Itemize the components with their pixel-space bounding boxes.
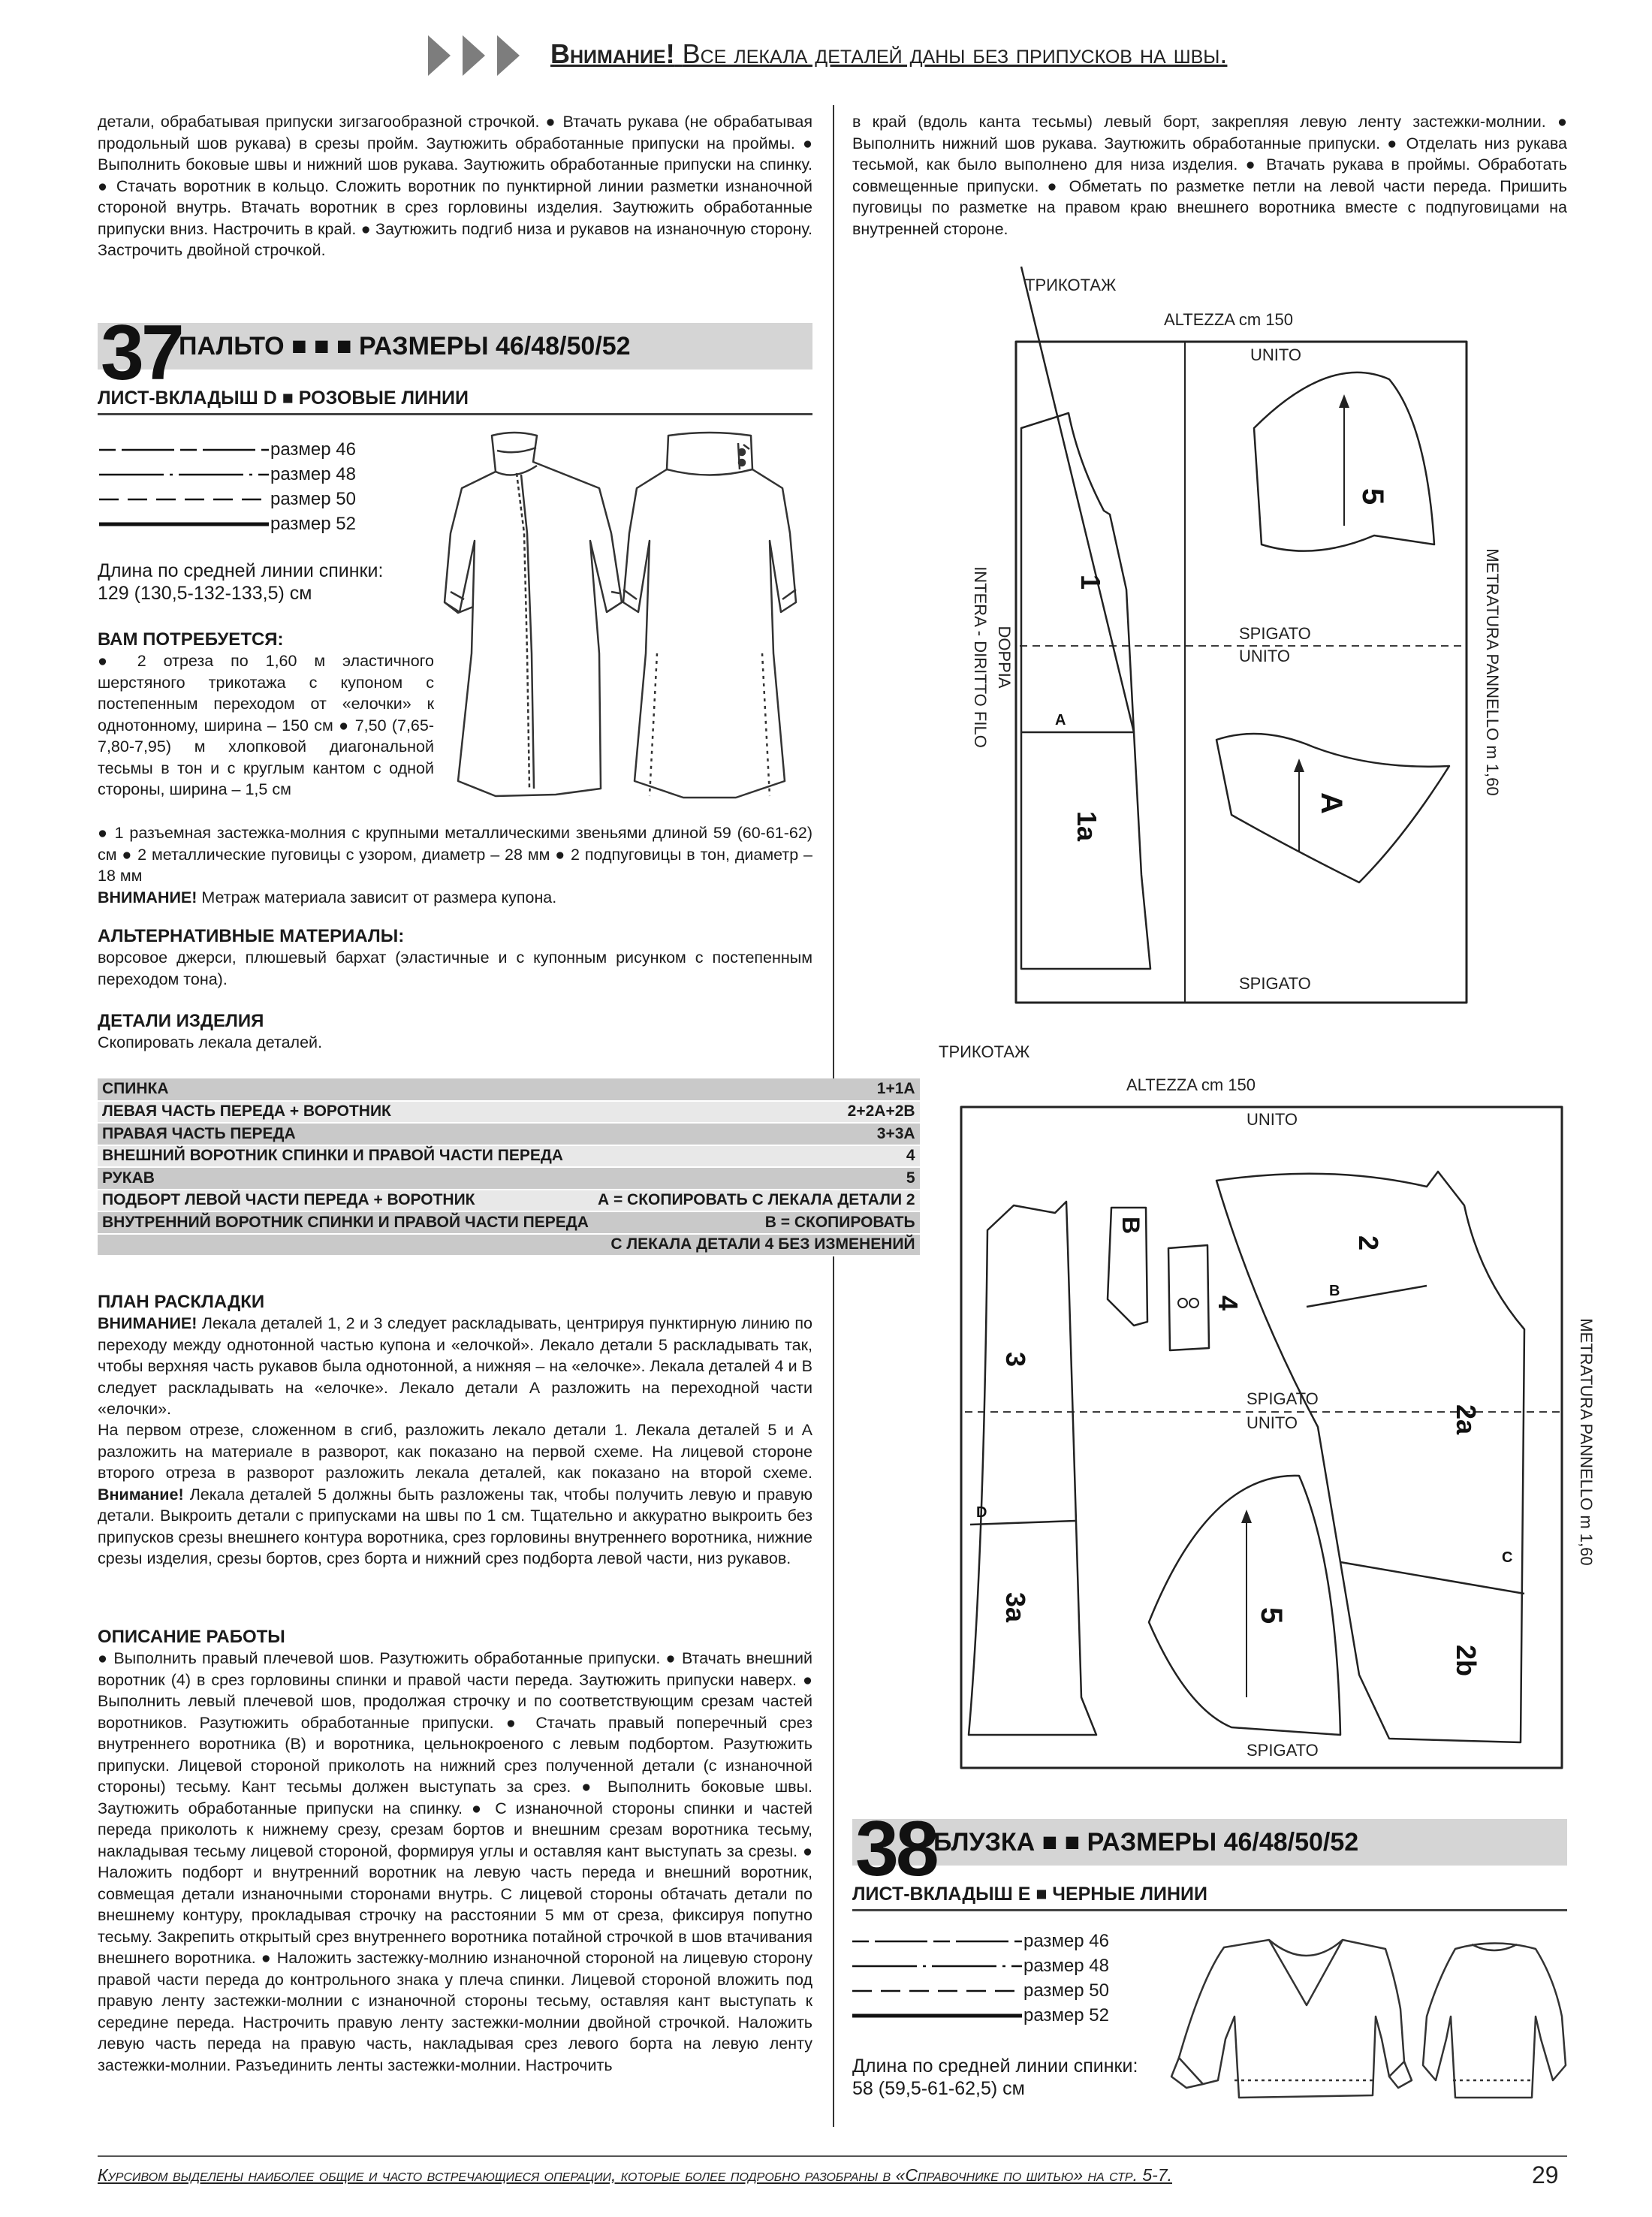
l2-p2a: 2a [1451, 1404, 1482, 1435]
model37-need-p1: ● 2 отреза по 1,60 м эластичного шерстяного трикотажа с купоном с постепенным переходом от «елочки» к однотонному, ширина – 150 см ● 7,50 (7,65-7,80-7,95) м хлопковой диагональной тесьмы в тон и с круглым кантом с одной стороны, ширина – 1,5 см [98, 652, 434, 798]
model38-length [852, 2055, 1138, 2100]
model37-work-head: ОПИСАНИЕ РАБОТЫ [98, 1627, 285, 1647]
table-cell-val: В = СКОПИРОВАТЬ [593, 1211, 920, 1234]
table-row [98, 1190, 920, 1212]
model38-titlebar [852, 1805, 1567, 1893]
l2-side: METRATURA PANNELLO m 1,60 [1577, 1318, 1596, 1566]
model37-plan-p2 [98, 1419, 812, 1570]
model37-details-text: Скопировать лекала деталей. [98, 1033, 323, 1051]
l1-width: ALTEZZA cm 150 [1164, 310, 1293, 329]
table-cell-name: ВНУТРЕННИЙ ВОРОТНИК СПИНКИ И ПРАВОЙ ЧАСТИ ПЕРЕДА [98, 1211, 593, 1234]
model37-work-text: ● Выполнить правый плечевой шов. Разутюжить обработанные припуски. ● Втачать внешний воротник (4) в срез горловины спинки и правой части переда. Заутюжить припуски наверх. ● Выполнить левый плечевой шов, продолжая строчку и по соответствующим срезам частей воротников. Разутюжить обработанные припуски. ● Стачать правый поперечный срез внутреннего воротника (В) и воротника, цельнокроеного с левым подбортом. Разутюжить припуски. Лицевой стороной приколоть на нижний срез полученной детали (с изнаночной стороны) тесьму. Кант тесьмы должен выступать за срез. ● Выполнить боковые швы. Заутюжить обработанные припуски на спинку. ● С изнаночной стороны спинки и частей переда приколоть к нижнему срезу, срезам бортов и внешним срезам воротника тесьму, накладывая тесьму лицевой стороной, формируя углы и оставляя кант выступать за срезы. ● Наложить подборт и внутренний воротник на левую часть переда и внешний воротник, совмещая детали изнаночными сторонами внутрь. С лицевой стороны обтачать детали по внешнему контуру, прокладывая строчку на расстоянии 5 мм от среза, фиксируя попутно тесьму. Закрепить открытый срез внутреннего воротника потайной строчкой в шов втачивания внешнего воротника. ● Наложить застежку-молнию изнаночной стороной на лицевую сторону правой части переда до контрольного знака у плеча спинки. Лицевой стороной вложить под правую ленту застежки-молнии с изнаночной стороны тесьму, оставляя кант выступать к середине переда. Настрочить правую ленту застежки-молнии двойной строчкой. Наложить левую часть переда на правую часть, накладывая срез левого борта на левую ленту застежки-молнии. Разъединить ленты застежки-молнии. Настрочить [98, 1649, 812, 2074]
l2-spigato-mid: SPIGATO [1247, 1389, 1319, 1408]
table-cell-val: 4 [593, 1145, 920, 1168]
coat-illustration [443, 428, 815, 819]
l1-fold1: DOPPIA [995, 626, 1014, 689]
footer-text: Курсивом выделены наиболее общие и часто встречающиеся операции, которые более подробно разобраны в «Справочнике по шитью» на стр. 5-7. [98, 2165, 1172, 2185]
page-number: 29 [1532, 2161, 1559, 2188]
table-cell-val: 1+1А [593, 1078, 920, 1101]
table-cell-name: ЛЕВАЯ ЧАСТЬ ПЕРЕДА + ВОРОТНИК [98, 1101, 593, 1124]
model37-plan-p1 [98, 1313, 812, 1420]
model38-sheet: ЛИСТ-ВКЛАДЫШ Е ■ ЧЕРНЫЕ ЛИНИИ [852, 1884, 1207, 1905]
size-46: размер 46 [270, 439, 356, 460]
model38-size-legend [852, 1929, 1109, 2028]
l2-unito-mid: UNITO [1247, 1413, 1298, 1432]
plan-warn2-label: Внимание! [98, 1485, 184, 1504]
l1-piece-1 [1021, 413, 1150, 969]
header-notice [550, 34, 1227, 74]
blouse-illustration [1156, 1926, 1569, 2107]
l1-p1: 1 [1075, 575, 1106, 590]
need-warn-text: Метраж материала зависит от размера купона. [197, 888, 557, 906]
model37-plan-head: ПЛАН РАСКЛАДКИ [98, 1292, 265, 1312]
model37-details-table [98, 1078, 920, 1256]
plan-p2b-text: Лекала деталей 5 должны быть разложены так, чтобы получить левую и правую детали. Выкроить детали с припусками на швы по 1 см. Тщательно и аккуратно выкроить без припусков срезы внешнего контура воротника, срез горловины внутреннего воротника, нижние срезы изделия, срезы бортов, срез борта и нижний срез подборта левой части, низ рукавов. [98, 1485, 812, 1567]
l2-spigato-bot: SPIGATO [1247, 1741, 1319, 1760]
l2-p3: 3 [1000, 1352, 1031, 1368]
table-cell-name: СПИНКА [98, 1078, 593, 1101]
table-cell-val: 5 [593, 1167, 920, 1190]
table-row [98, 1145, 920, 1168]
l2-width: ALTEZZA cm 150 [1126, 1075, 1256, 1094]
table-cell-val: С ЛЕКАЛА ДЕТАЛИ 4 БЕЗ ИЗМЕНЕНИЙ [593, 1234, 920, 1256]
l1-fold2: INTERA - DIRITTO FILO [971, 566, 990, 748]
model37-titlebar [98, 309, 812, 397]
l1-unito-mid: UNITO [1239, 647, 1291, 665]
size-52: размер 52 [270, 514, 356, 534]
l1-spigato-mid: SPIGATO [1239, 624, 1311, 643]
model37-size-legend [99, 437, 356, 536]
l2-p4: 4 [1213, 1296, 1244, 1311]
l1-frame [1016, 342, 1467, 1003]
model37-details-head: ДЕТАЛИ ИЗДЕЛИЯ [98, 1011, 264, 1031]
header-attention: Внимание! [550, 38, 675, 69]
model38-length-label: Длина по средней линии спинки: [852, 2056, 1138, 2077]
model37-alt-text: ворсовое джерси, плюшевый бархат (эластичные и с купонным рисунком с постепенным переходом тона). [98, 949, 812, 988]
table-cell-val: А = СКОПИРОВАТЬ С ЛЕКАЛА ДЕТАЛИ 2 [593, 1190, 920, 1212]
l1-pA: A [1315, 792, 1348, 814]
l2-mB: B [1329, 1283, 1340, 1299]
l2-mD: D [976, 1504, 987, 1521]
table-cell-name [98, 1234, 593, 1256]
l1-fabric: ТРИКОТАЖ [1025, 276, 1117, 294]
table-row [98, 1167, 920, 1190]
top-right-text: в край (вдоль канта тесьмы) левый борт, закрепляя левую ленту застежки-молнии. ● Выполнить нижний шов рукава. Заутюжить обработанные припуски. ● Отделать низ рукава тесьмой, как было выполнено для низа изделия. ● Втачать рукава в проймы. Обработать совмещенные припуски. ● Обметать по разметке петли на левой части переда. Пришить пуговицы по разметке на правом краю внешнего воротника вместе с подпуговицами на внутренней стороне. [852, 113, 1567, 238]
need-warn-label: ВНИМАНИЕ! [98, 888, 197, 906]
table-row [98, 1078, 920, 1101]
model37-number: 37 [101, 309, 182, 397]
size-50: размер 50 [270, 489, 356, 509]
l1-unito-top: UNITO [1250, 345, 1302, 364]
table-cell-name: ВНЕШНИЙ ВОРОТНИК СПИНКИ И ПРАВОЙ ЧАСТИ ПЕРЕДА [98, 1145, 593, 1168]
size38-48: размер 48 [1023, 1956, 1109, 1976]
plan-p2a-text: На первом отрезе, сложенном в сгиб, разложить лекало детали 1. Лекала деталей 5 и А разложить на материале в разворот, как показано на первой схеме. На лицевой стороне второго отреза в разворот разложить лекала деталей, как показано на второй схеме. [98, 1421, 812, 1482]
l2-p3a: 3a [1000, 1592, 1031, 1623]
l2-p5: 5 [1255, 1607, 1288, 1624]
l2-pB: B [1117, 1217, 1144, 1235]
model38-sheet-rule [852, 1909, 1567, 1911]
l1-p1a: 1a [1072, 811, 1102, 842]
table-cell-val: 2+2А+2В [593, 1101, 920, 1124]
model37-title: ПАЛЬТО ■ ■ ■ РАЗМЕРЫ 46/48/50/52 [179, 332, 631, 360]
l2-piece-3 [969, 1202, 1096, 1735]
table-row [98, 1123, 920, 1145]
table-row [98, 1211, 920, 1234]
model37-length [98, 560, 383, 605]
model37-sheet-rule [98, 413, 812, 415]
l2-unito-top: UNITO [1247, 1110, 1298, 1129]
table-row [98, 1101, 920, 1124]
l2-mC: C [1502, 1549, 1513, 1566]
model37-length-label: Длина по средней линии спинки: [98, 560, 384, 581]
l2-p2: 2 [1353, 1235, 1384, 1251]
model37-need-warn [98, 887, 812, 909]
model38-title: БЛУЗКА ■ ■ РАЗМЕРЫ 46/48/50/52 [933, 1828, 1359, 1857]
size38-50: размер 50 [1023, 1980, 1109, 2001]
table-cell-name: ПОДБОРТ ЛЕВОЙ ЧАСТИ ПЕРЕДА + ВОРОТНИК [98, 1190, 593, 1212]
size38-46: размер 46 [1023, 1931, 1109, 1951]
l1-mA: A [1055, 712, 1066, 728]
top-left-text: детали, обрабатывая припуски зигзагообразной строчкой. ● Втачать рукава (не обрабатывая продольный шов рукава) в срезы пройм. Заутюжить обработанные припуски на проймы. ● Выполнить боковые швы и нижний шов рукава. Заутюжить обработанные припуски на спинку. ● Стачать воротник в кольцо. Сложить воротник по пунктирной линии разметки изнаночной стороной внутрь. Втачать воротник в срез горловины изделия. Заутюжить обработанные припуски вниз. Настрочить в край. ● Заутюжить подгиб низа и рукавов на изнаночную сторону. Застрочить двойной строчкой. [98, 113, 812, 259]
model37-sheet: ЛИСТ-ВКЛАДЫШ D ■ РОЗОВЫЕ ЛИНИИ [98, 388, 469, 409]
layout-1 [909, 267, 1577, 1003]
model38-number: 38 [855, 1805, 936, 1893]
l1-spigato-bot: SPIGATO [1239, 974, 1311, 993]
plan-warn-label: ВНИМАНИЕ! [98, 1314, 197, 1332]
table-cell-val: 3+3А [593, 1123, 920, 1145]
model37-need-p2: ● 1 разъемная застежка-молния с крупными металлическими звеньями длиной 59 (60-61-62) см ● 2 металлические пуговицы с узором, диаметр – 28 мм ● 2 подпуговицы в тон, диаметр – 18 мм [98, 824, 812, 885]
table-cell-name: РУКАВ [98, 1167, 593, 1190]
footer-rule [98, 2155, 1567, 2157]
header-text: Все лекала деталей даны без припусков на швы. [682, 38, 1228, 69]
table-cell-name: ПРАВАЯ ЧАСТЬ ПЕРЕДА [98, 1123, 593, 1145]
layout-2 [909, 1036, 1596, 1780]
plan-p1-text: Лекала деталей 1, 2 и 3 следует раскладывать, центрируя пунктирную линию по переходу между однотонной частью купона и «елочкой». Лекало детали 5 раскладывать так, чтобы верхняя часть рукавов была однотонной, а нижняя – на «елочке». Лекала деталей 4 и В следует раскладывать на «елочке». Лекало детали А разложить на переходной части «елочки». [98, 1314, 812, 1418]
table-row [98, 1234, 920, 1256]
model38-length-value: 58 (59,5-61-62,5) см [852, 2078, 1025, 2099]
l1-p5: 5 [1356, 488, 1389, 505]
header-arrows-icon [428, 34, 537, 77]
size-48: размер 48 [270, 464, 356, 484]
l2-fabric: ТРИКОТАЖ [939, 1042, 1030, 1061]
l2-piece-4 [1168, 1245, 1209, 1350]
l2-p2b: 2b [1451, 1645, 1482, 1677]
l1-side: METRATURA PANNELLO m 1,60 [1483, 548, 1502, 796]
model37-need-head: ВАМ ПОТРЕБУЕТСЯ: [98, 629, 284, 650]
model37-alt-head: АЛЬТЕРНАТИВНЫЕ МАТЕРИАЛЫ: [98, 926, 405, 946]
size38-52: размер 52 [1023, 2005, 1109, 2025]
model37-length-value: 129 (130,5-132-133,5) см [98, 583, 312, 604]
